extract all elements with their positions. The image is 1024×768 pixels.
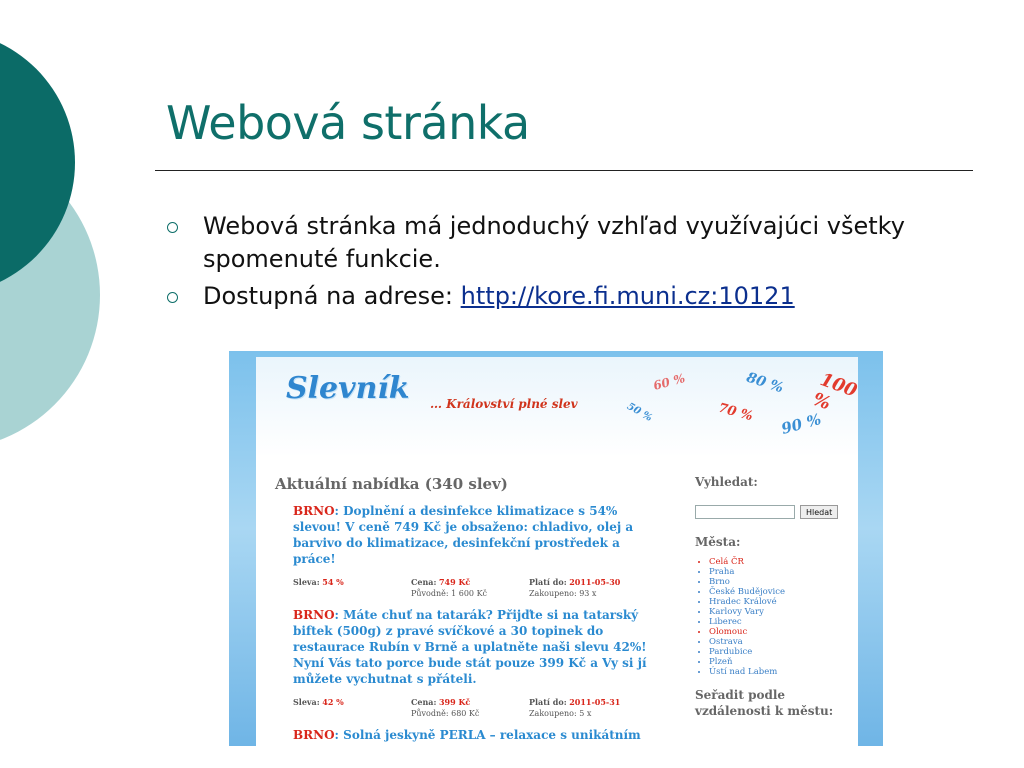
city-link[interactable]: • Ústí nad Labem [709, 667, 845, 677]
offer-discount [293, 577, 411, 599]
city-link[interactable]: • Praha [709, 567, 845, 577]
offer-city: BRNO [293, 728, 335, 742]
valid-date: 2011-05-31 [569, 697, 621, 707]
city-link[interactable]: • Brno [709, 577, 845, 587]
discount-label: Sleva: [293, 697, 320, 707]
discount-value: 42 % [322, 697, 344, 707]
offer-discount [293, 697, 411, 719]
search-button[interactable]: Hledat [800, 505, 838, 519]
offer-validity [529, 697, 647, 719]
percent-badge: 80 % [744, 369, 786, 397]
city-link[interactable]: • Karlovy Vary [709, 607, 845, 617]
original-price: Původně: 680 Kč [411, 709, 480, 718]
offer-city: BRNO [293, 608, 335, 622]
offer-meta [293, 697, 655, 719]
city-link[interactable]: • Plzeň [709, 657, 845, 667]
city-link[interactable]: • Hradec Králové [709, 597, 845, 607]
city-link[interactable]: • Olomouc [709, 627, 845, 637]
purchased-count: Zakoupeno: 5 x [529, 709, 592, 718]
title-divider [155, 170, 973, 171]
percent-badge: 90 % [779, 410, 824, 438]
city-link[interactable]: • Liberec [709, 617, 845, 627]
offer-description: : Doplnění a desinfekce klimatizace s 54% slevou! V ceně 749 Kč je obsaženo: chladivo, olej a barvivo do klimatizace, desinfekční prostředek a práce! [293, 504, 634, 566]
offer-link[interactable] [293, 727, 655, 743]
bullet-prefix: Dostupná na adrese: [203, 282, 461, 310]
sidebar [695, 475, 845, 719]
percent-badge: 70 % [716, 400, 755, 425]
price-value: 399 Kč [438, 697, 471, 707]
original-price: Původně: 1 600 Kč [411, 589, 488, 598]
site-slogan: … Království plné slev [430, 397, 578, 411]
offer-city: BRNO [293, 504, 335, 518]
percent-badge: 60 % [651, 371, 687, 393]
percent-badge: 100 % [810, 369, 860, 415]
offer-price [411, 577, 529, 599]
offer-validity [529, 577, 647, 599]
city-list [709, 557, 845, 677]
offer-price [411, 697, 529, 719]
offer-item [293, 727, 655, 743]
bullet-list [165, 210, 965, 317]
offers-heading: Aktuální nabídka (340 slev) [275, 475, 508, 493]
site-logo[interactable]: Slevník [286, 371, 410, 406]
site-banner [256, 357, 858, 457]
website-link[interactable]: http://kore.fi.muni.cz:10121 [460, 282, 795, 310]
search-row [695, 505, 845, 519]
price-value: 749 Kč [438, 577, 471, 587]
discount-value: 54 % [322, 577, 344, 587]
offers-column [275, 475, 655, 746]
valid-label: Platí do: [529, 697, 567, 707]
cities-heading: Města: [695, 535, 741, 549]
bullet-circle-icon [167, 292, 178, 303]
city-link[interactable]: • České Budějovice [709, 587, 845, 597]
sort-heading: Seřadit podle vzdálenosti k městu: [695, 688, 834, 718]
offer-link[interactable] [293, 607, 655, 687]
price-label: Cena: [411, 577, 437, 587]
discount-label: Sleva: [293, 577, 320, 587]
percent-badge: 50 % [625, 401, 654, 424]
valid-label: Platí do: [529, 577, 567, 587]
offer-description: : Solná jeskyně PERLA – relaxace s unikátním [334, 728, 641, 742]
offer-description: : Máte chuť na tatarák? Přijďte si na tatarský biftek (500g) z pravé svíčkové a 30 topinek do restaurace Rubín v Brně a uplatněte naši slevu 42%! Nyní Vás tato porce bude stát pouze 399 Kč a Vy si jí můžete vychutnat s přáteli. [293, 608, 647, 686]
bullet-circle-icon [167, 222, 178, 233]
bullet-text: Webová stránka má jednoduchý vzhľad využívajúci všetky spomenuté funkcie. [203, 212, 905, 273]
website-page [256, 357, 858, 746]
city-link[interactable]: • Ostrava [709, 637, 845, 647]
offer-link[interactable] [293, 503, 655, 567]
valid-date: 2011-05-30 [569, 577, 621, 587]
website-screenshot [229, 351, 883, 746]
search-input[interactable] [695, 505, 795, 519]
city-link[interactable]: • Celá ČR [709, 557, 845, 567]
bullet-item [165, 280, 965, 313]
slide-title: Webová stránka [166, 96, 530, 150]
offer-item [293, 607, 655, 719]
city-link[interactable]: • Pardubice [709, 647, 845, 657]
search-heading: Vyhledat: [695, 475, 758, 489]
purchased-count: Zakoupeno: 93 x [529, 589, 597, 598]
bullet-item [165, 210, 965, 276]
offer-meta [293, 577, 655, 599]
offer-item [293, 503, 655, 599]
price-label: Cena: [411, 697, 437, 707]
